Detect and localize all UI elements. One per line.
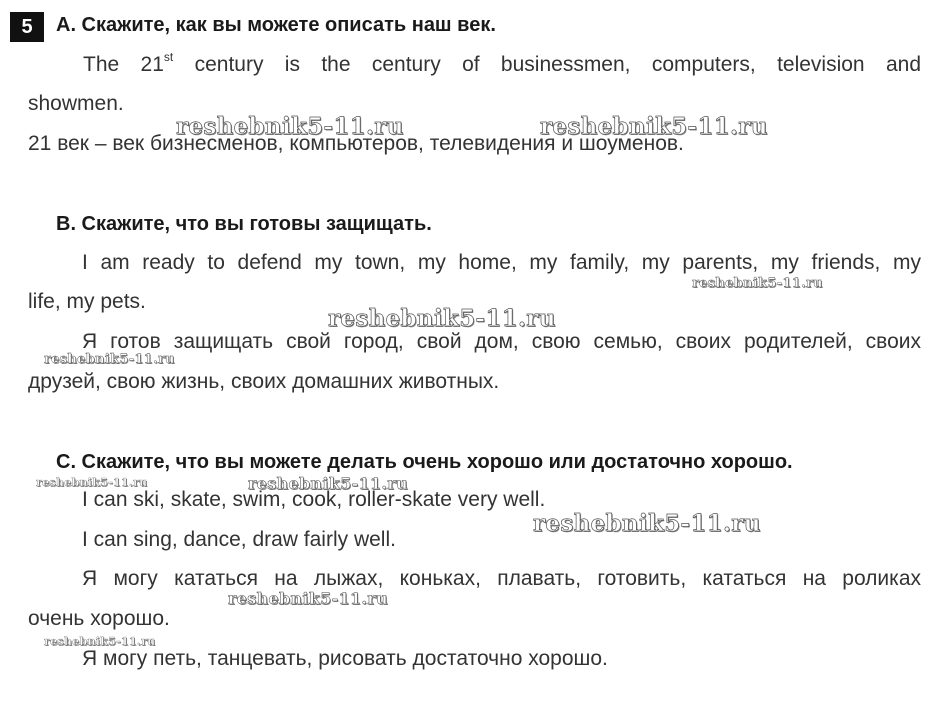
exercise-number-badge: 5 bbox=[10, 12, 44, 42]
section-c-english-line2: I can sing, dance, draw fairly well. bbox=[82, 528, 396, 551]
section-c-english-line1: I can ski, skate, swim, cook, roller-skate very well. bbox=[82, 488, 546, 511]
section-b-russian-line1: Я готов защищать свой город, свой дом, свою семью, своих родителей, своих bbox=[82, 330, 921, 353]
watermark-text: reshebnik5-11.ru bbox=[44, 635, 156, 648]
watermark-text: reshebnik5-11.ru bbox=[36, 476, 148, 489]
section-b-english-line2: life, my pets. bbox=[28, 290, 146, 313]
watermark-text: reshebnik5-11.ru bbox=[248, 474, 408, 493]
watermark-text: reshebnik5-11.ru bbox=[44, 352, 175, 367]
section-b-russian-line2: друзей, свою жизнь, своих домашних животных. bbox=[28, 370, 500, 393]
section-a-english bbox=[28, 46, 921, 84]
section-a-russian: 21 век – век бизнесменов, компьютеров, телевидения и шоуменов. bbox=[28, 132, 684, 155]
section-c-russian-line3: Я могу петь, танцевать, рисовать достаточно хорошо. bbox=[82, 647, 608, 670]
watermark-text: reshebnik5-11.ru bbox=[533, 510, 761, 537]
section-c-russian-line1: Я могу кататься на лыжах, коньках, плавать, готовить, кататься на роликах bbox=[82, 567, 921, 590]
section-c-russian-line2: очень хорошо. bbox=[28, 607, 170, 630]
section-a-english-line2: showmen. bbox=[28, 92, 124, 115]
section-a-heading: A. Скажите, как вы можете описать наш век. bbox=[56, 14, 496, 36]
section-a-english-part2: century is the century of businessmen, computers, television and bbox=[173, 53, 922, 76]
watermark-text: reshebnik5-11.ru bbox=[176, 113, 404, 140]
watermark-text: reshebnik5-11.ru bbox=[328, 305, 556, 332]
watermark-text: reshebnik5-11.ru bbox=[692, 276, 823, 291]
watermark-text: reshebnik5-11.ru bbox=[228, 589, 388, 608]
section-c-heading: C. Скажите, что вы можете делать очень хорошо или достаточно хорошо. bbox=[56, 451, 793, 473]
section-a-english-superscript: st bbox=[163, 50, 174, 64]
section-a-english-part1: The 21 bbox=[83, 53, 164, 76]
section-b-english-line1: I am ready to defend my town, my home, my family, my parents, my friends, my bbox=[82, 251, 921, 274]
watermark-text: reshebnik5-11.ru bbox=[540, 113, 768, 140]
section-b-heading: B. Скажите, что вы готовы защищать. bbox=[56, 213, 432, 235]
